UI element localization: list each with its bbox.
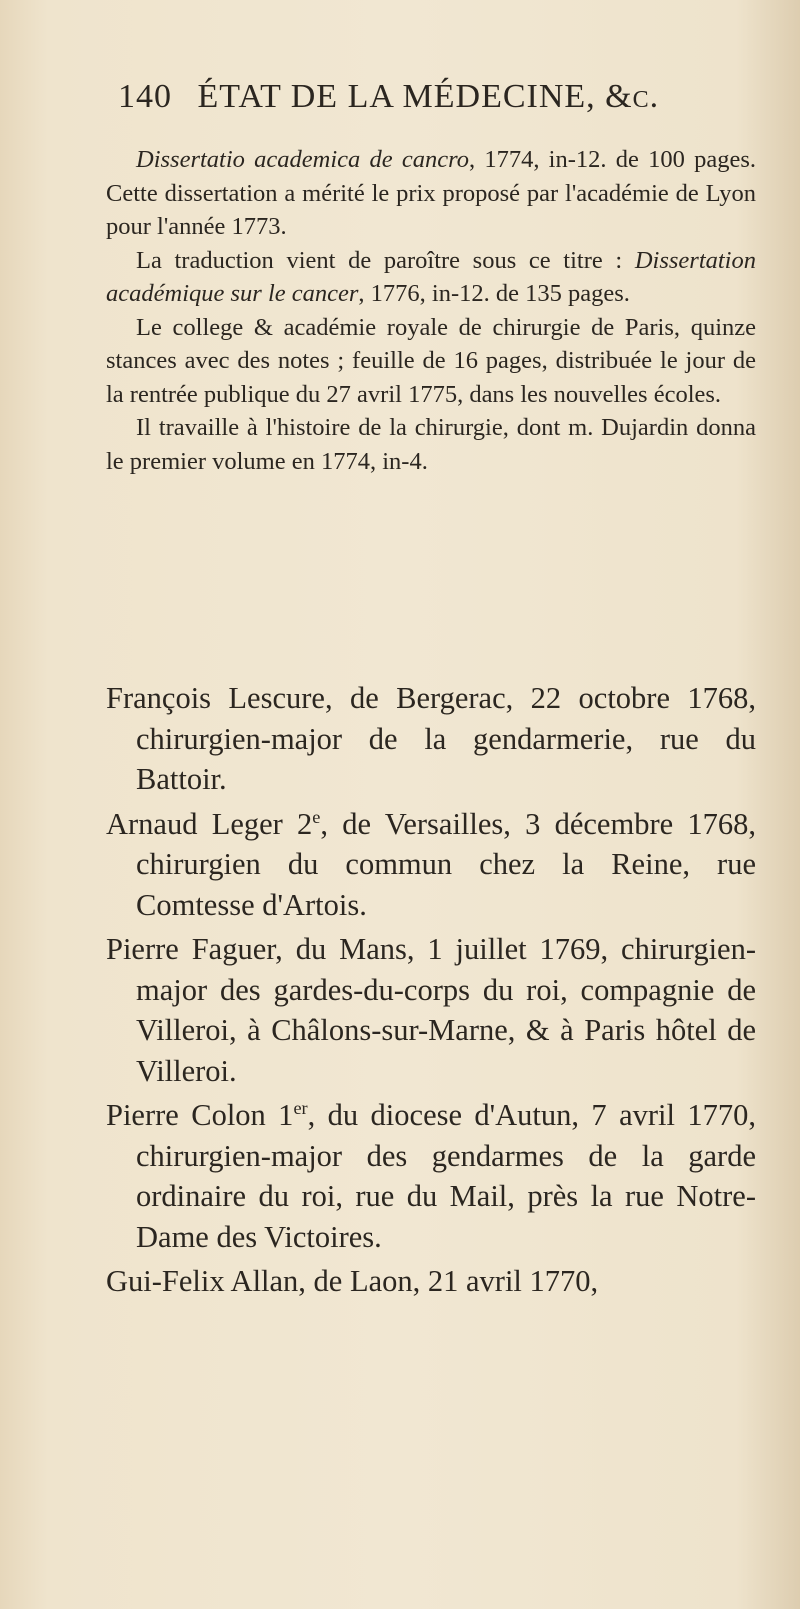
- entry-lescure: François Lescure, de Bergerac, 22 octobre 1768, chirurgien-major de la gendarmerie, rue du Battoir.: [106, 681, 756, 796]
- entries-list: [106, 678, 756, 1306]
- intro-text: [106, 143, 756, 478]
- paragraph-college: Le college & académie royale de chirurgie de Paris, quinze stances avec des notes ; feuille de 16 pages, distribuée le jour de la rentrée publique du 27 avril 1775, dans les nouvelles écoles.: [106, 313, 756, 408]
- entry-faguer: Pierre Faguer, du Mans, 1 juillet 1769, chirurgien-major des gardes-du-corps du roi, compagnie de Villeroi, à Châlons-sur-Marne, & à Paris hôtel de Villeroi.: [106, 932, 756, 1088]
- running-header: [118, 78, 758, 116]
- page-number: 140: [118, 78, 172, 115]
- entry-colon: Pierre Colon 1er, du diocese d'Autun, 7 avril 1770, chirurgien-major des gendarmes de la garde ordinaire du roi, rue du Mail, près la rue Notre-Dame des Victoires.: [106, 1097, 756, 1254]
- paragraph-dissertatio: Dissertatio academica de cancro, 1774, in-12. de 100 pages. Cette dissertation a mérité le prix proposé par l'académie de Lyon pour l'année 1773.: [106, 146, 756, 240]
- entry-leger: Arnaud Leger 2e, de Versailles, 3 décembre 1768, chirurgien du commun chez la Reine, rue Comtesse d'Artois.: [106, 806, 756, 922]
- running-title: ÉTAT DE LA MÉDECINE, &c.: [197, 78, 660, 115]
- entry-allan: Gui-Felix Allan, de Laon, 21 avril 1770,: [106, 1264, 599, 1298]
- paragraph-histoire: Il travaille à l'histoire de la chirurgie, dont m. Dujardin donna le premier volume en 1774, in-4.: [106, 414, 756, 475]
- paragraph-traduction: La traduction vient de paroître sous ce titre : Dissertation académique sur le cancer, 1776, in-12. de 135 pages.: [106, 246, 756, 307]
